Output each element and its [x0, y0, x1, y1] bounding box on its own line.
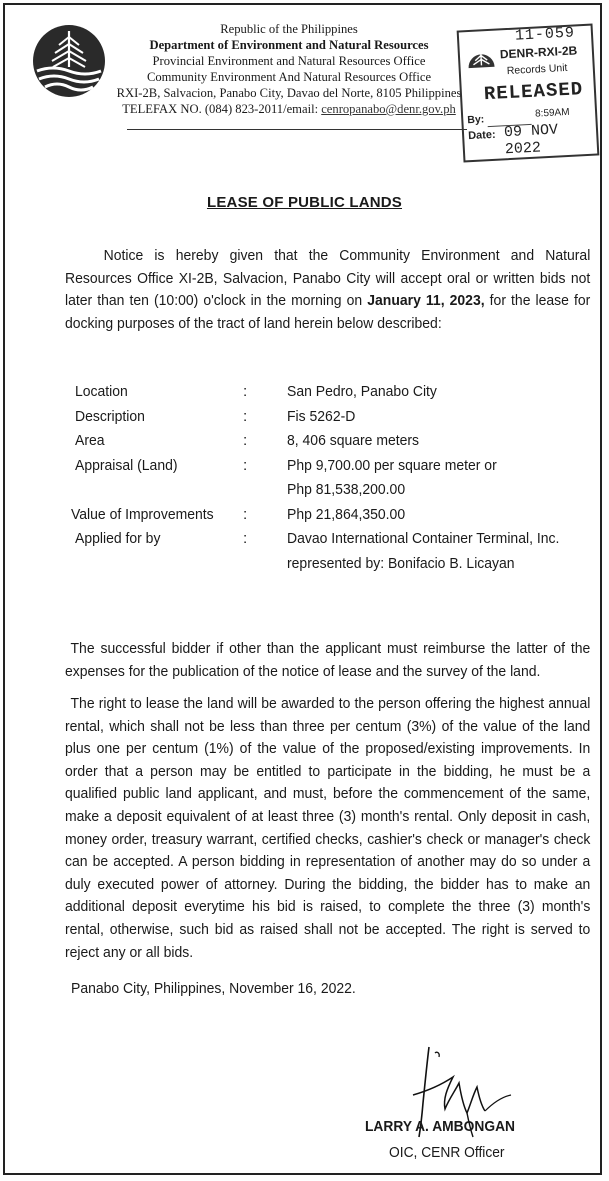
stamp-unit: Records Unit	[506, 61, 568, 78]
detail-value: San Pedro, Panabo City	[287, 383, 437, 400]
notice-page	[3, 3, 602, 1175]
detail-value-line: Php 81,538,200.00	[287, 481, 406, 498]
stamp-date: 09 NOV 2022	[503, 121, 559, 159]
stamp-number: 11-059	[514, 24, 576, 45]
letterhead-department: Department of Environment and Natural Resources	[149, 38, 429, 52]
detail-label: Appraisal (Land)	[75, 456, 178, 474]
detail-value-line: Php 9,700.00 per square meter or	[287, 456, 497, 474]
detail-colon: :	[243, 383, 248, 400]
header-divider	[127, 129, 467, 130]
signatory-title: OIC, CENR Officer	[389, 1144, 505, 1161]
telefax-text: TELEFAX NO. (084) 823-2011/email:	[122, 102, 322, 116]
detail-row-appraisal	[71, 454, 591, 503]
letterhead-contact	[113, 101, 465, 117]
reimbursement-paragraph: The successful bidder if other than the applicant must reimburse the latter of the expenses for the publication of the notice of lease and the survey of the land.	[65, 640, 591, 680]
detail-row-location	[71, 380, 591, 405]
denr-logo-icon	[31, 23, 107, 99]
signatory-name: LARRY A. AMBONGAN	[365, 1118, 516, 1135]
award-terms-paragraph: The right to lease the land will be awarded to the person offering the highest annual rental, which shall not be less than three per centum (3%) of the value of the land plus one per centum (1%) of the value of the proposed/existing improvements. In order that a person may be entitled to participate in the bidding, he must be a qualified public land applicant, and must, before the commencement of the same, make a deposit equivalent of at least three (3) month's rental. Only deposit in cash, money order, treasury warrant, certified checks, cashier's check or manager's check can be accepted. A person bidding in representation of another may do so under a duly executed power of attorney. During the bidding, the bidder has to make an additional deposit everytime his bid is raised, to complete the three (3) month's rental, otherwise, such bid as raised shall not be accepted. The right is served to reject any or all bids.	[65, 695, 591, 961]
detail-colon: :	[243, 456, 248, 474]
letterhead-address: RXI-2B, Salvacion, Panabo City, Davao del Norte, 8105 Philippines	[116, 86, 462, 100]
detail-value: Fis 5262-D	[287, 407, 356, 425]
detail-label: Location	[75, 383, 128, 400]
stamp-date-label: Date:	[467, 128, 496, 143]
detail-value-line: represented by: Bonifacio B. Licayan	[287, 554, 515, 572]
detail-label: Description	[75, 407, 145, 425]
stamp-by-label: By:	[467, 113, 485, 127]
intro-paragraph	[65, 245, 590, 335]
letterhead	[113, 21, 465, 117]
detail-value	[287, 527, 559, 576]
bid-deadline-date: January 11, 2023,	[367, 292, 485, 310]
letterhead-community-office: Community Environment And Natural Resources Office	[146, 70, 432, 84]
detail-label: Area	[75, 432, 105, 449]
detail-row-area	[71, 429, 591, 454]
detail-value	[287, 454, 497, 503]
land-details	[71, 380, 591, 576]
detail-colon: :	[243, 432, 248, 449]
stamp-office: DENR-RXI-2B	[499, 43, 578, 62]
detail-value-line: Davao International Container Terminal, Inc.	[287, 530, 560, 547]
detail-label: Value of Improvements	[71, 505, 214, 523]
detail-value: Php 21,864,350.00	[287, 505, 406, 523]
intro-text-after: for the lease for docking purposes of the tract of land herein below described:	[65, 292, 591, 332]
letterhead-republic: Republic of the Philippines	[220, 22, 358, 36]
detail-row-applicant	[71, 527, 591, 576]
email-link[interactable]: cenropanabo@denr.gov.ph	[321, 102, 456, 116]
intro-text-before: Notice is hereby given that the Community Environment and Natural Resources Office XI-2B, Salvacion, Panabo City will accept oral or written bids not later than ten (10:00) o'clock in the morning on	[65, 247, 591, 310]
detail-colon: :	[243, 505, 248, 523]
detail-colon: :	[243, 407, 248, 425]
detail-row-description	[71, 405, 591, 430]
detail-label: Applied for by	[75, 530, 161, 547]
detail-colon: :	[243, 530, 248, 547]
detail-value: 8, 406 square meters	[287, 432, 420, 449]
released-stamp	[457, 24, 600, 163]
detail-row-improvements	[71, 503, 591, 528]
stamp-status: RELEASED	[483, 78, 584, 106]
stamp-denr-logo-icon	[465, 43, 496, 71]
stamp-time: 8:59AM	[534, 106, 570, 120]
place-and-date: Panabo City, Philippines, November 16, 2022.	[71, 980, 356, 997]
notice-title: LEASE OF PUBLIC LANDS	[206, 194, 403, 211]
letterhead-provincial-office: Provincial Environment and Natural Resources Office	[152, 54, 426, 68]
